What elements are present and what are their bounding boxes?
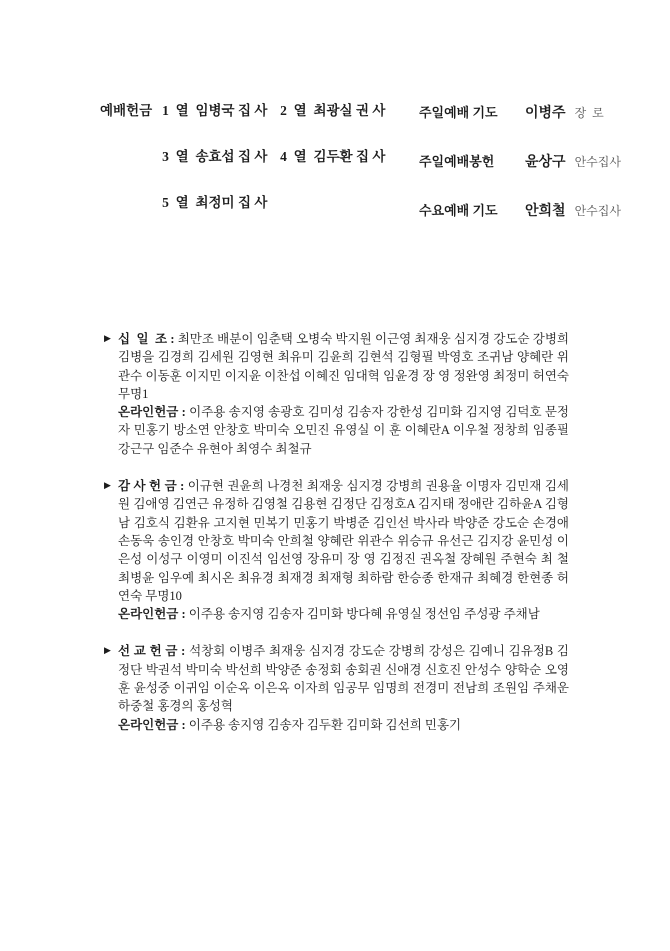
duty-name: 안희철 [525, 204, 566, 219]
mission-names-paragraph [118, 642, 569, 715]
arrow-marker-icon: ▶ [104, 481, 111, 492]
duty-row [419, 200, 621, 249]
offering-cell: 2 열 최광실 권 사 [280, 103, 386, 118]
online-offering-label: 온라인헌금 : [118, 607, 189, 622]
section-tithe [105, 330, 569, 458]
offering-sections [105, 330, 569, 734]
section-label: 감 사 헌 금 : [118, 479, 188, 494]
online-offering-label: 온라인헌금 : [118, 717, 189, 732]
tithe-names-paragraph [118, 330, 569, 403]
duty-role: 주일예배봉헌 [419, 154, 495, 169]
section-mission [105, 642, 569, 733]
offering-row [162, 193, 385, 239]
online-donor-names: 이주용 송지영 김송자 김미화 방다혜 유영실 정선임 주성광 주채남 [188, 607, 540, 622]
thanksgiving-names-paragraph [118, 477, 569, 605]
duty-row [419, 151, 621, 200]
online-donor-names: 이주용 송지영 김송자 김두환 김미화 김선희 민홍기 [188, 717, 462, 732]
donor-names: 이규현 권윤희 나경천 최재웅 심지경 강병희 권용율 이명자 김민재 김세원 김애영 김연근 유정하 김영철 김용현 김정단 김정호A 김지태 정애란 김하윤A 김형남 김호식 김환유 고지현 민복기 민홍기 박병준 김인선 박사라 박양준 강도순 손경애 손동욱 송인경 안창호 박미숙 안희철 양혜란 위관수 위승규 유선근 김지강 윤민성 이은성 이성구 이영미 이진석 임선영 장유미 장 영 김정진 권옥철 장혜원 주현숙 최 철 최병윤 임우예 최시온 최유경 최재경 최재형 최하람 한승종 한재규 최혜경 한현종 허연숙 무명10 [118, 479, 569, 603]
offering-row [162, 101, 385, 147]
arrow-marker-icon: ▶ [104, 646, 111, 657]
duty-title: 안수집사 [574, 155, 621, 169]
thanksgiving-online-paragraph [118, 605, 569, 623]
offering-cell: 3 열 송효섭 집 사 [162, 149, 268, 164]
duty-role: 주일예배 기도 [419, 105, 498, 120]
offering-row [162, 147, 385, 193]
section-label: 선 교 헌 금 : [118, 644, 190, 659]
duty-title: 안수집사 [574, 204, 621, 218]
duty-name: 윤상구 [525, 155, 566, 170]
duty-title: 장 로 [574, 106, 604, 120]
offering-cell: 1 열 임병국 집 사 [162, 103, 268, 118]
offering-cell: 5 열 최정미 집 사 [162, 195, 268, 210]
online-offering-label: 온라인헌금 : [118, 405, 190, 420]
donor-names: 석창회 이병주 최재웅 심지경 강도순 강병희 강성은 김예니 김유정B 김정단 박권석 박미숙 박선희 박양준 송정회 송회권 신애경 신호진 안성수 양학순 오영훈 윤성중 이귀임 이순옥 이은옥 이자희 임공무 임명희 전경미 전남희 조원임 주채운 하중철 홍경의 홍성혁 [118, 644, 569, 714]
offering-assignment-block [100, 101, 385, 239]
tithe-online-paragraph [118, 403, 569, 458]
offering-cell: 4 열 김두환 집 사 [280, 149, 386, 164]
section-label: 십 일 조 : [118, 332, 178, 346]
offering-rows [162, 101, 385, 239]
donor-names: 최만조 배분이 임춘택 오병숙 박지원 이근영 최재웅 심지경 강도순 강병희 김병을 김경희 김세원 김영현 최유미 김윤희 김현석 김형필 박영호 조귀남 양혜란 위관수 이동훈 이지민 이지윤 이찬섭 이혜진 임대혁 임윤경 장 영 정완영 최정미 허연숙 무명1 [118, 332, 569, 401]
duty-role: 수요예배 기도 [419, 203, 498, 218]
section-thanksgiving [105, 477, 569, 623]
duty-name: 이병주 [525, 106, 566, 121]
duty-row [419, 102, 621, 151]
offering-label: 예배헌금 [100, 103, 153, 118]
duty-list [419, 102, 621, 249]
arrow-marker-icon: ▶ [104, 334, 111, 344]
mission-online-paragraph [118, 716, 569, 734]
online-donor-names: 이주용 송지영 송광호 김미성 김송자 강한성 김미화 김지영 김덕호 문정자 민홍기 방소연 안창호 박미숙 오민진 유영실 이 훈 이혜란A 이우철 정창희 임종필 강근구 임준수 유현아 최영수 최철규 [118, 405, 569, 456]
